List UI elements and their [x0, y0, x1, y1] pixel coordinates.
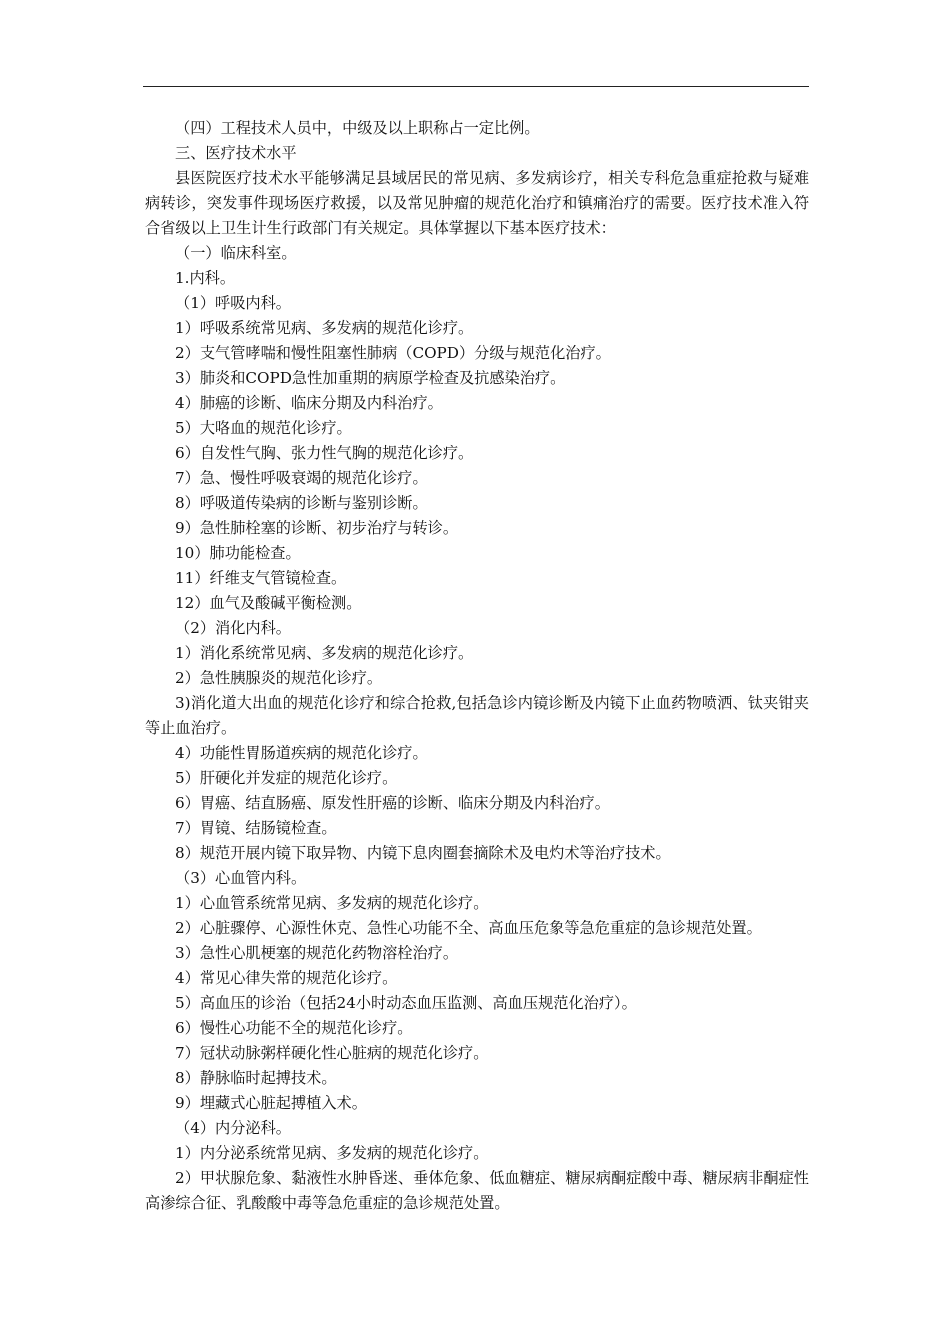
paragraph: 9）埋藏式心脏起搏植入术。 [175, 1094, 367, 1112]
paragraph: 1）内分泌系统常见病、多发病的规范化诊疗。 [175, 1144, 489, 1162]
paragraph: 2）支气管哮喘和慢性阻塞性肺病（COPD）分级与规范化治疗。 [175, 344, 611, 362]
paragraph: 7）冠状动脉粥样硬化性心脏病的规范化诊疗。 [175, 1044, 489, 1062]
paragraph: （四）工程技术人员中，中级及以上职称占一定比例。 [175, 119, 540, 137]
paragraph: 5）肝硬化并发症的规范化诊疗。 [175, 769, 398, 787]
paragraph: 1.内科。 [175, 269, 236, 287]
paragraph: 8）规范开展内镜下取异物、内镜下息肉圈套摘除术及电灼术等治疗技术。 [175, 844, 671, 862]
paragraph: 5）高血压的诊治（包括24小时动态血压监测、高血压规范化治疗）。 [175, 994, 637, 1012]
header-rule [143, 86, 809, 87]
paragraph: 3）急性心肌梗塞的规范化药物溶栓治疗。 [175, 944, 459, 962]
paragraph: 县医院医疗技术水平能够满足县域居民的常见病、多发病诊疗，相关专科危急重症抢救与疑难病转诊，突发事件现场医疗救援，以及常见肿瘤的规范化治疗和镇痛治疗的需要。医疗技术准入符合省级以上卫生计生行政部门有关规定。具体掌握以下基本医疗技术： [145, 169, 809, 237]
paragraph: 6）胃癌、结直肠癌、原发性肝癌的诊断、临床分期及内科治疗。 [175, 794, 610, 812]
paragraph: （2）消化内科。 [175, 619, 291, 637]
paragraph: （1）呼吸内科。 [175, 294, 291, 312]
paragraph: 10）肺功能检查。 [175, 544, 301, 562]
paragraph: 7）急、慢性呼吸衰竭的规范化诊疗。 [175, 469, 428, 487]
paragraph: 6）自发性气胸、张力性气胸的规范化诊疗。 [175, 444, 474, 462]
paragraph: 2）甲状腺危象、黏液性水肿昏迷、垂体危象、低血糖症、糖尿病酮症酸中毒、糖尿病非酮症性高渗综合征、乳酸酸中毒等急危重症的急诊规范处置。 [145, 1169, 809, 1212]
paragraph: 8）静脉临时起搏技术。 [175, 1069, 337, 1087]
paragraph: 9）急性肺栓塞的诊断、初步治疗与转诊。 [175, 519, 459, 537]
paragraph: （一）临床科室。 [175, 244, 297, 262]
paragraph: 3）肺炎和COPD急性加重期的病原学检查及抗感染治疗。 [175, 369, 566, 387]
paragraph: 4）功能性胃肠道疾病的规范化诊疗。 [175, 744, 428, 762]
paragraph: 8）呼吸道传染病的诊断与鉴别诊断。 [175, 494, 428, 512]
paragraph: 5）大咯血的规范化诊疗。 [175, 419, 352, 437]
paragraph: 1）呼吸系统常见病、多发病的规范化诊疗。 [175, 319, 474, 337]
paragraph: 2）心脏骤停、心源性休克、急性心功能不全、高血压危象等急危重症的急诊规范处置。 [175, 919, 762, 937]
paragraph: 7）胃镜、结肠镜检查。 [175, 819, 337, 837]
paragraph: 1）消化系统常见病、多发病的规范化诊疗。 [175, 644, 474, 662]
paragraph: 3)消化道大出血的规范化诊疗和综合抢救,包括急诊内镜诊断及内镜下止血药物喷洒、钛夹钳夹等止血治疗。 [145, 694, 809, 737]
paragraph: （4）内分泌科。 [175, 1119, 291, 1137]
paragraph: （3）心血管内科。 [175, 869, 307, 887]
paragraph: 4）肺癌的诊断、临床分期及内科治疗。 [175, 394, 443, 412]
paragraph: 6）慢性心功能不全的规范化诊疗。 [175, 1019, 413, 1037]
paragraph: 12）血气及酸碱平衡检测。 [175, 594, 362, 612]
paragraph: 4）常见心律失常的规范化诊疗。 [175, 969, 398, 987]
paragraph: 11）纤维支气管镜检查。 [175, 569, 347, 587]
paragraph: 2）急性胰腺炎的规范化诊疗。 [175, 669, 383, 687]
paragraph: 1）心血管系统常见病、多发病的规范化诊疗。 [175, 894, 489, 912]
paragraph: 三、医疗技术水平 [175, 144, 297, 162]
document-body [145, 116, 809, 1216]
